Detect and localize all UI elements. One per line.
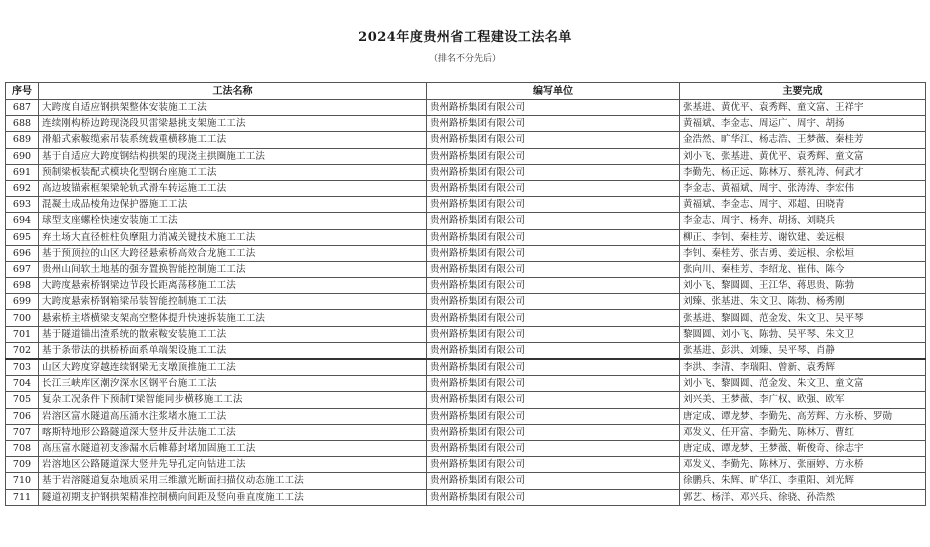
table-row bbox=[6, 440, 926, 456]
table-row bbox=[6, 261, 926, 277]
cell-method: 预制梁板装配式模块化型钢台座施工工法 bbox=[39, 164, 427, 180]
cell-people: 徐鹏兵、朱辉、旷华江、李重阳、刘光辉 bbox=[680, 473, 926, 489]
table-row bbox=[6, 359, 926, 376]
cell-method: 大跨度自适应钢拱架整体安装施工工法 bbox=[39, 100, 427, 116]
cell-people: 张基进、黄优平、袁秀辉、童文富、王祥宇 bbox=[680, 100, 926, 116]
cell-no: 693 bbox=[6, 197, 39, 213]
cell-people: 柳正、李钊、秦桂芳、谢钦建、姜远根 bbox=[680, 229, 926, 245]
cell-method: 喀斯特地形公路隧道深大竖井反井法施工工法 bbox=[39, 424, 427, 440]
cell-unit: 贵州路桥集团有限公司 bbox=[427, 278, 680, 294]
cell-method: 隧道初期支护钢拱架精准控制横向间距及竖向垂直度施工工法 bbox=[39, 489, 427, 505]
cell-people: 唐定成、谭龙梦、李勤先、高芳辉、方永桥、罗勋 bbox=[680, 408, 926, 424]
cell-unit: 贵州路桥集团有限公司 bbox=[427, 197, 680, 213]
cell-no: 705 bbox=[6, 392, 39, 408]
cell-method: 贵州山间软土地基的强夯置换智能控制施工工法 bbox=[39, 261, 427, 277]
cell-unit: 贵州路桥集团有限公司 bbox=[427, 424, 680, 440]
cell-no: 707 bbox=[6, 424, 39, 440]
table-row bbox=[6, 180, 926, 196]
table-row bbox=[6, 408, 926, 424]
cell-method: 连续刚构桥边跨现浇段贝雷梁悬挑支架施工工法 bbox=[39, 116, 427, 132]
document-title: 2024年度贵州省工程建设工法名单 bbox=[358, 30, 572, 45]
cell-no: 694 bbox=[6, 213, 39, 229]
cell-method: 复杂工况条件下预制T梁智能同步横移施工工法 bbox=[39, 392, 427, 408]
cell-unit: 贵州路桥集团有限公司 bbox=[427, 457, 680, 473]
cell-people: 黎圆圆、刘小飞、陈勃、吴平琴、朱文卫 bbox=[680, 326, 926, 342]
cell-no: 708 bbox=[6, 440, 39, 456]
cell-people: 刘小飞、黎圆圆、范金发、朱文卫、童文富 bbox=[680, 376, 926, 392]
table-row bbox=[6, 392, 926, 408]
cell-method: 高压富水隧道初支渗漏水后帷幕封堵加固施工工法 bbox=[39, 440, 427, 456]
cell-unit: 贵州路桥集团有限公司 bbox=[427, 229, 680, 245]
cell-people: 黄福斌、李金志、周运广、周宇、胡扬 bbox=[680, 116, 926, 132]
cell-no: 709 bbox=[6, 457, 39, 473]
cell-unit: 贵州路桥集团有限公司 bbox=[427, 326, 680, 342]
cell-unit: 贵州路桥集团有限公司 bbox=[427, 116, 680, 132]
cell-method: 岩溶地区公路隧道深大竖井先导孔定向钻进工法 bbox=[39, 457, 427, 473]
cell-method: 悬索桥主塔横梁支架高空整体提升快速拆装施工工法 bbox=[39, 310, 427, 326]
table-row bbox=[6, 424, 926, 440]
cell-unit: 贵州路桥集团有限公司 bbox=[427, 100, 680, 116]
cell-no: 698 bbox=[6, 278, 39, 294]
cell-unit: 贵州路桥集团有限公司 bbox=[427, 132, 680, 148]
cell-unit: 贵州路桥集团有限公司 bbox=[427, 489, 680, 505]
cell-people: 金浩然、旷华江、杨志浩、王梦薇、秦桂芳 bbox=[680, 132, 926, 148]
header-no: 序号 bbox=[6, 83, 39, 100]
cell-no: 703 bbox=[6, 359, 39, 376]
cell-method: 大跨度悬索桥钢梁边节段长距离荡移施工工法 bbox=[39, 278, 427, 294]
cell-method: 基于隧道锚出渣系统的散索鞍安装施工工法 bbox=[39, 326, 427, 342]
table-row bbox=[6, 489, 926, 505]
table-row bbox=[6, 376, 926, 392]
table-row bbox=[6, 197, 926, 213]
table-row bbox=[6, 310, 926, 326]
cell-people: 黄福斌、李金志、周宇、邓超、田晓青 bbox=[680, 197, 926, 213]
cell-unit: 贵州路桥集团有限公司 bbox=[427, 342, 680, 359]
cell-method: 基于预顶拉的山区大跨径悬索桥高效合龙施工工法 bbox=[39, 245, 427, 261]
table-row bbox=[6, 326, 926, 342]
table-row bbox=[6, 342, 926, 359]
cell-unit: 贵州路桥集团有限公司 bbox=[427, 392, 680, 408]
cell-unit: 贵州路桥集团有限公司 bbox=[427, 310, 680, 326]
table-row bbox=[6, 100, 926, 116]
header-method: 工法名称 bbox=[39, 83, 427, 100]
cell-people: 李洪、李清、李瑞阳、曾新、袁秀辉 bbox=[680, 359, 926, 376]
cell-method: 基于条带法的拱桥桥面系单端架设施工工法 bbox=[39, 342, 427, 359]
cell-unit: 贵州路桥集团有限公司 bbox=[427, 294, 680, 310]
cell-unit: 贵州路桥集团有限公司 bbox=[427, 245, 680, 261]
cell-no: 704 bbox=[6, 376, 39, 392]
cell-people: 李勤先、杨正远、陈林万、蔡礼涛、何武才 bbox=[680, 164, 926, 180]
header-people: 主要完成 bbox=[680, 83, 926, 100]
cell-no: 695 bbox=[6, 229, 39, 245]
cell-people: 刘小飞、张基进、黄优平、袁秀辉、童文富 bbox=[680, 148, 926, 164]
cell-method: 滑船式索鞍缆索吊装系统载重横移施工工法 bbox=[39, 132, 427, 148]
table-row bbox=[6, 116, 926, 132]
cell-method: 球型支座螺栓快速安装施工工法 bbox=[39, 213, 427, 229]
cell-unit: 贵州路桥集团有限公司 bbox=[427, 408, 680, 424]
cell-no: 688 bbox=[6, 116, 39, 132]
cell-people: 张基进、彭洪、刘臻、吴平琴、肖静 bbox=[680, 342, 926, 359]
methods-table bbox=[5, 82, 926, 506]
cell-no: 691 bbox=[6, 164, 39, 180]
table-row bbox=[6, 213, 926, 229]
cell-method: 大跨度悬索桥钢箱梁吊装智能控制施工工法 bbox=[39, 294, 427, 310]
cell-method: 山区大跨度穿越连续钢梁无支墩顶推施工工法 bbox=[39, 359, 427, 376]
cell-no: 696 bbox=[6, 245, 39, 261]
cell-people: 张向川、秦桂芳、李绍龙、崔伟、陈今 bbox=[680, 261, 926, 277]
cell-people: 邓发义、任开富、李勤先、陈林万、曹红 bbox=[680, 424, 926, 440]
cell-unit: 贵州路桥集团有限公司 bbox=[427, 359, 680, 376]
cell-people: 李金志、黄福斌、周宇、张涛涛、李宏伟 bbox=[680, 180, 926, 196]
cell-no: 692 bbox=[6, 180, 39, 196]
cell-unit: 贵州路桥集团有限公司 bbox=[427, 376, 680, 392]
cell-people: 刘兴美、王梦薇、李广权、欧强、欧军 bbox=[680, 392, 926, 408]
table-row bbox=[6, 278, 926, 294]
header-unit: 编写单位 bbox=[427, 83, 680, 100]
table-row bbox=[6, 457, 926, 473]
cell-no: 701 bbox=[6, 326, 39, 342]
cell-method: 弃土场大直径桩柱负摩阻力消减关键技术施工工法 bbox=[39, 229, 427, 245]
cell-people: 李金志、周宇、杨奔、胡扬、刘晓兵 bbox=[680, 213, 926, 229]
cell-method: 长江三峡库区潮汐深水区钢平台施工工法 bbox=[39, 376, 427, 392]
cell-no: 702 bbox=[6, 342, 39, 359]
table-row bbox=[6, 148, 926, 164]
table-row bbox=[6, 229, 926, 245]
cell-no: 706 bbox=[6, 408, 39, 424]
cell-people: 李钊、秦桂芳、张吉勇、姜远根、余松垣 bbox=[680, 245, 926, 261]
document-subtitle: （排名不分先后） bbox=[428, 54, 501, 64]
table-row bbox=[6, 473, 926, 489]
cell-method: 基于岩溶隧道复杂地质采用三维激光断面扫描仪动态施工工法 bbox=[39, 473, 427, 489]
cell-no: 690 bbox=[6, 148, 39, 164]
cell-method: 岩溶区富水隧道高压涌水注浆堵水施工工法 bbox=[39, 408, 427, 424]
cell-method: 高边坡锚索框架梁轮轨式滑车转运施工工法 bbox=[39, 180, 427, 196]
cell-method: 基于自适应大跨度钢结构拱架的现浇主拱圈施工工法 bbox=[39, 148, 427, 164]
cell-unit: 贵州路桥集团有限公司 bbox=[427, 180, 680, 196]
cell-unit: 贵州路桥集团有限公司 bbox=[427, 213, 680, 229]
cell-people: 郭艺、杨洋、邓兴兵、徐骁、孙浩然 bbox=[680, 489, 926, 505]
cell-no: 697 bbox=[6, 261, 39, 277]
table-header-row bbox=[6, 83, 926, 100]
cell-no: 689 bbox=[6, 132, 39, 148]
table-row bbox=[6, 132, 926, 148]
cell-no: 710 bbox=[6, 473, 39, 489]
cell-unit: 贵州路桥集团有限公司 bbox=[427, 440, 680, 456]
cell-people: 刘臻、张基进、朱文卫、陈勃、杨秀刚 bbox=[680, 294, 926, 310]
table-row bbox=[6, 294, 926, 310]
cell-people: 张基进、黎圆圆、范金发、朱文卫、吴平琴 bbox=[680, 310, 926, 326]
table-row bbox=[6, 164, 926, 180]
cell-people: 唐定成、谭龙梦、王梦薇、靳俊奇、徐志宇 bbox=[680, 440, 926, 456]
cell-no: 700 bbox=[6, 310, 39, 326]
cell-no: 687 bbox=[6, 100, 39, 116]
cell-unit: 贵州路桥集团有限公司 bbox=[427, 164, 680, 180]
table-row bbox=[6, 245, 926, 261]
cell-no: 711 bbox=[6, 489, 39, 505]
cell-people: 刘小飞、黎圆圆、王江华、蒋思贵、陈勃 bbox=[680, 278, 926, 294]
cell-unit: 贵州路桥集团有限公司 bbox=[427, 473, 680, 489]
cell-unit: 贵州路桥集团有限公司 bbox=[427, 261, 680, 277]
cell-no: 699 bbox=[6, 294, 39, 310]
cell-method: 混凝土成品棱角边保护器施工工法 bbox=[39, 197, 427, 213]
cell-unit: 贵州路桥集团有限公司 bbox=[427, 148, 680, 164]
cell-people: 邓发义、李勤先、陈林万、张丽婷、方永桥 bbox=[680, 457, 926, 473]
